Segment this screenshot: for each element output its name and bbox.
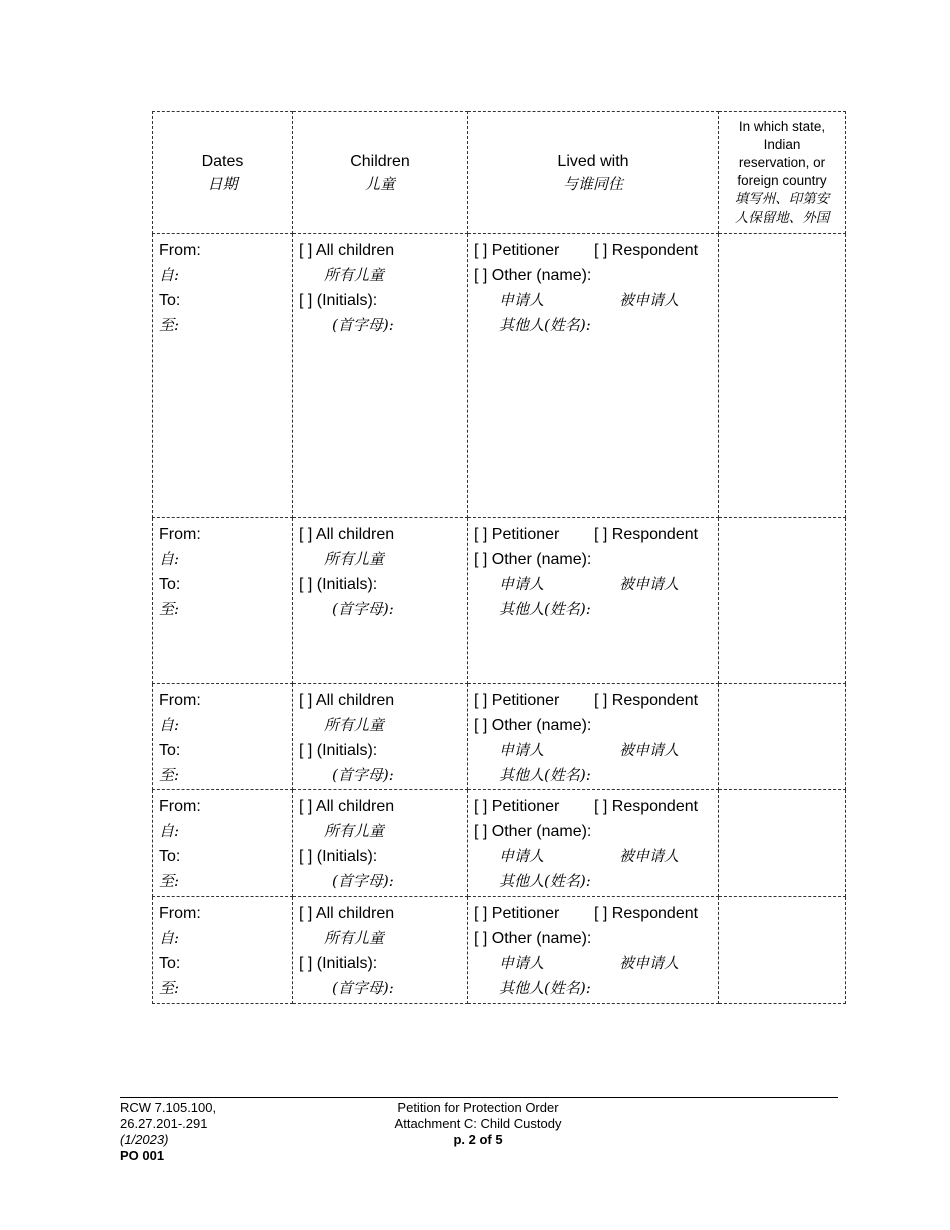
row-text: (首字母):: [332, 766, 394, 784]
location-cell[interactable]: [719, 518, 846, 684]
footer-citation: RCW 7.105.100, 26.27.201-.291 (1/2023) PO 001: [120, 1100, 217, 1163]
location-cell[interactable]: [719, 790, 846, 897]
page-footer: [120, 1097, 838, 1163]
row-text: (首字母):: [332, 600, 394, 618]
cell-content: [293, 234, 467, 338]
cell-content: [293, 790, 467, 894]
row-text: To:: [159, 576, 181, 593]
row-text: From:: [159, 242, 201, 259]
cell-content: [153, 790, 292, 894]
children-cell: [293, 234, 468, 518]
row-text: 至:: [159, 872, 180, 890]
table-row: [153, 790, 846, 897]
row-text: 所有儿童: [324, 929, 385, 947]
header-lived-with: Lived with 与谁同住: [468, 112, 719, 234]
children-cell: [293, 684, 468, 790]
row-text: 其他人(姓名):: [499, 979, 591, 997]
row-text: (首字母):: [332, 316, 394, 334]
cell-content: [468, 897, 718, 1001]
petitioner-checkbox[interactable]: [ ] Petitioner: [474, 798, 560, 815]
custody-history-table: [152, 111, 846, 1004]
children-cell: [293, 897, 468, 1004]
row-text: 至:: [159, 766, 180, 784]
petitioner-checkbox[interactable]: [ ] Petitioner: [474, 526, 560, 543]
location-cell[interactable]: [719, 684, 846, 790]
cell-content: [293, 897, 467, 1001]
row-text: To:: [159, 292, 181, 309]
cell-content: [468, 518, 718, 622]
row-text: 被申请人: [619, 575, 680, 593]
children-cell: [293, 790, 468, 897]
header-dates: Dates 日期: [153, 112, 293, 234]
row-text: To:: [159, 955, 181, 972]
petitioner-checkbox[interactable]: [ ] Petitioner: [474, 905, 560, 922]
petitioner-checkbox[interactable]: [ ] Petitioner: [474, 692, 560, 709]
row-text: 申请人: [499, 847, 545, 865]
row-text: 申请人: [499, 575, 545, 593]
row-text: 至:: [159, 979, 180, 997]
cell-content: [293, 518, 467, 622]
location-cell[interactable]: [719, 897, 846, 1004]
row-text: 自:: [159, 716, 180, 734]
table-row: [153, 897, 846, 1004]
row-text: 自:: [159, 822, 180, 840]
row-text: 其他人(姓名):: [499, 766, 591, 784]
cell-content: [153, 518, 292, 622]
all-children-checkbox[interactable]: [ ] All children: [299, 692, 395, 709]
lived-with-cell: [468, 518, 719, 684]
row-text: From:: [159, 798, 201, 815]
row-text: (首字母):: [332, 872, 394, 890]
table-header-row: [153, 112, 846, 234]
row-text: 自:: [159, 929, 180, 947]
other-name-checkbox[interactable]: [ ] Other (name):: [474, 930, 592, 947]
cell-content: [468, 234, 718, 338]
cell-content: [468, 684, 718, 788]
initials-checkbox[interactable]: [ ] (Initials):: [299, 576, 378, 593]
row-text: 自:: [159, 550, 180, 568]
cell-content: [153, 234, 292, 338]
respondent-checkbox[interactable]: [ ] Respondent: [594, 692, 699, 709]
row-text: 所有儿童: [324, 822, 385, 840]
row-text: 其他人(姓名):: [499, 600, 591, 618]
children-cell: [293, 518, 468, 684]
respondent-checkbox[interactable]: [ ] Respondent: [594, 242, 699, 259]
cell-content: [153, 897, 292, 1001]
row-text: 被申请人: [619, 954, 680, 972]
dates-cell[interactable]: [153, 234, 293, 518]
row-text: 其他人(姓名):: [499, 316, 591, 334]
lived-with-cell: [468, 684, 719, 790]
initials-checkbox[interactable]: [ ] (Initials):: [299, 292, 378, 309]
row-text: 被申请人: [619, 741, 680, 759]
respondent-checkbox[interactable]: [ ] Respondent: [594, 905, 699, 922]
footer-form-title: Petition for Protection Order Attachment C: Child Custody p. 2 of 5: [358, 1100, 598, 1148]
initials-checkbox[interactable]: [ ] (Initials):: [299, 955, 378, 972]
other-name-checkbox[interactable]: [ ] Other (name):: [474, 551, 592, 568]
row-text: To:: [159, 848, 181, 865]
petitioner-checkbox[interactable]: [ ] Petitioner: [474, 242, 560, 259]
row-text: From:: [159, 692, 201, 709]
respondent-checkbox[interactable]: [ ] Respondent: [594, 798, 699, 815]
initials-checkbox[interactable]: [ ] (Initials):: [299, 742, 378, 759]
respondent-checkbox[interactable]: [ ] Respondent: [594, 526, 699, 543]
row-text: 自:: [159, 266, 180, 284]
location-cell[interactable]: [719, 234, 846, 518]
lived-with-cell: [468, 790, 719, 897]
other-name-checkbox[interactable]: [ ] Other (name):: [474, 823, 592, 840]
dates-cell[interactable]: [153, 518, 293, 684]
row-text: 被申请人: [619, 847, 680, 865]
other-name-checkbox[interactable]: [ ] Other (name):: [474, 717, 592, 734]
row-text: 至:: [159, 600, 180, 618]
page-number: p. 2 of 5: [453, 1132, 503, 1147]
row-text: 其他人(姓名):: [499, 872, 591, 890]
initials-checkbox[interactable]: [ ] (Initials):: [299, 848, 378, 865]
other-name-checkbox[interactable]: [ ] Other (name):: [474, 267, 592, 284]
all-children-checkbox[interactable]: [ ] All children: [299, 526, 395, 543]
row-text: 申请人: [499, 954, 545, 972]
row-text: 所有儿童: [324, 550, 385, 568]
row-text: 申请人: [499, 741, 545, 759]
header-children: Children 儿童: [293, 112, 468, 234]
lived-with-cell: [468, 234, 719, 518]
cell-content: [293, 684, 467, 788]
row-text: To:: [159, 742, 181, 759]
dates-cell[interactable]: [153, 897, 293, 1004]
table-row: [153, 234, 846, 518]
all-children-checkbox[interactable]: [ ] All children: [299, 905, 395, 922]
row-text: 被申请人: [619, 291, 680, 309]
header-location: In which state, Indian reservation, or foreign country 填写州、印第安 人保留地、外国: [719, 112, 846, 234]
row-text: From:: [159, 905, 201, 922]
lived-with-cell: [468, 897, 719, 1004]
row-text: 申请人: [499, 291, 545, 309]
dates-cell[interactable]: [153, 684, 293, 790]
row-text: (首字母):: [332, 979, 394, 997]
row-text: 所有儿童: [324, 266, 385, 284]
row-text: 所有儿童: [324, 716, 385, 734]
cell-content: [468, 790, 718, 894]
all-children-checkbox[interactable]: [ ] All children: [299, 242, 395, 259]
cell-content: [153, 684, 292, 788]
row-text: 至:: [159, 316, 180, 334]
table-row: [153, 684, 846, 790]
row-text: From:: [159, 526, 201, 543]
all-children-checkbox[interactable]: [ ] All children: [299, 798, 395, 815]
dates-cell[interactable]: [153, 790, 293, 897]
table-row: [153, 518, 846, 684]
